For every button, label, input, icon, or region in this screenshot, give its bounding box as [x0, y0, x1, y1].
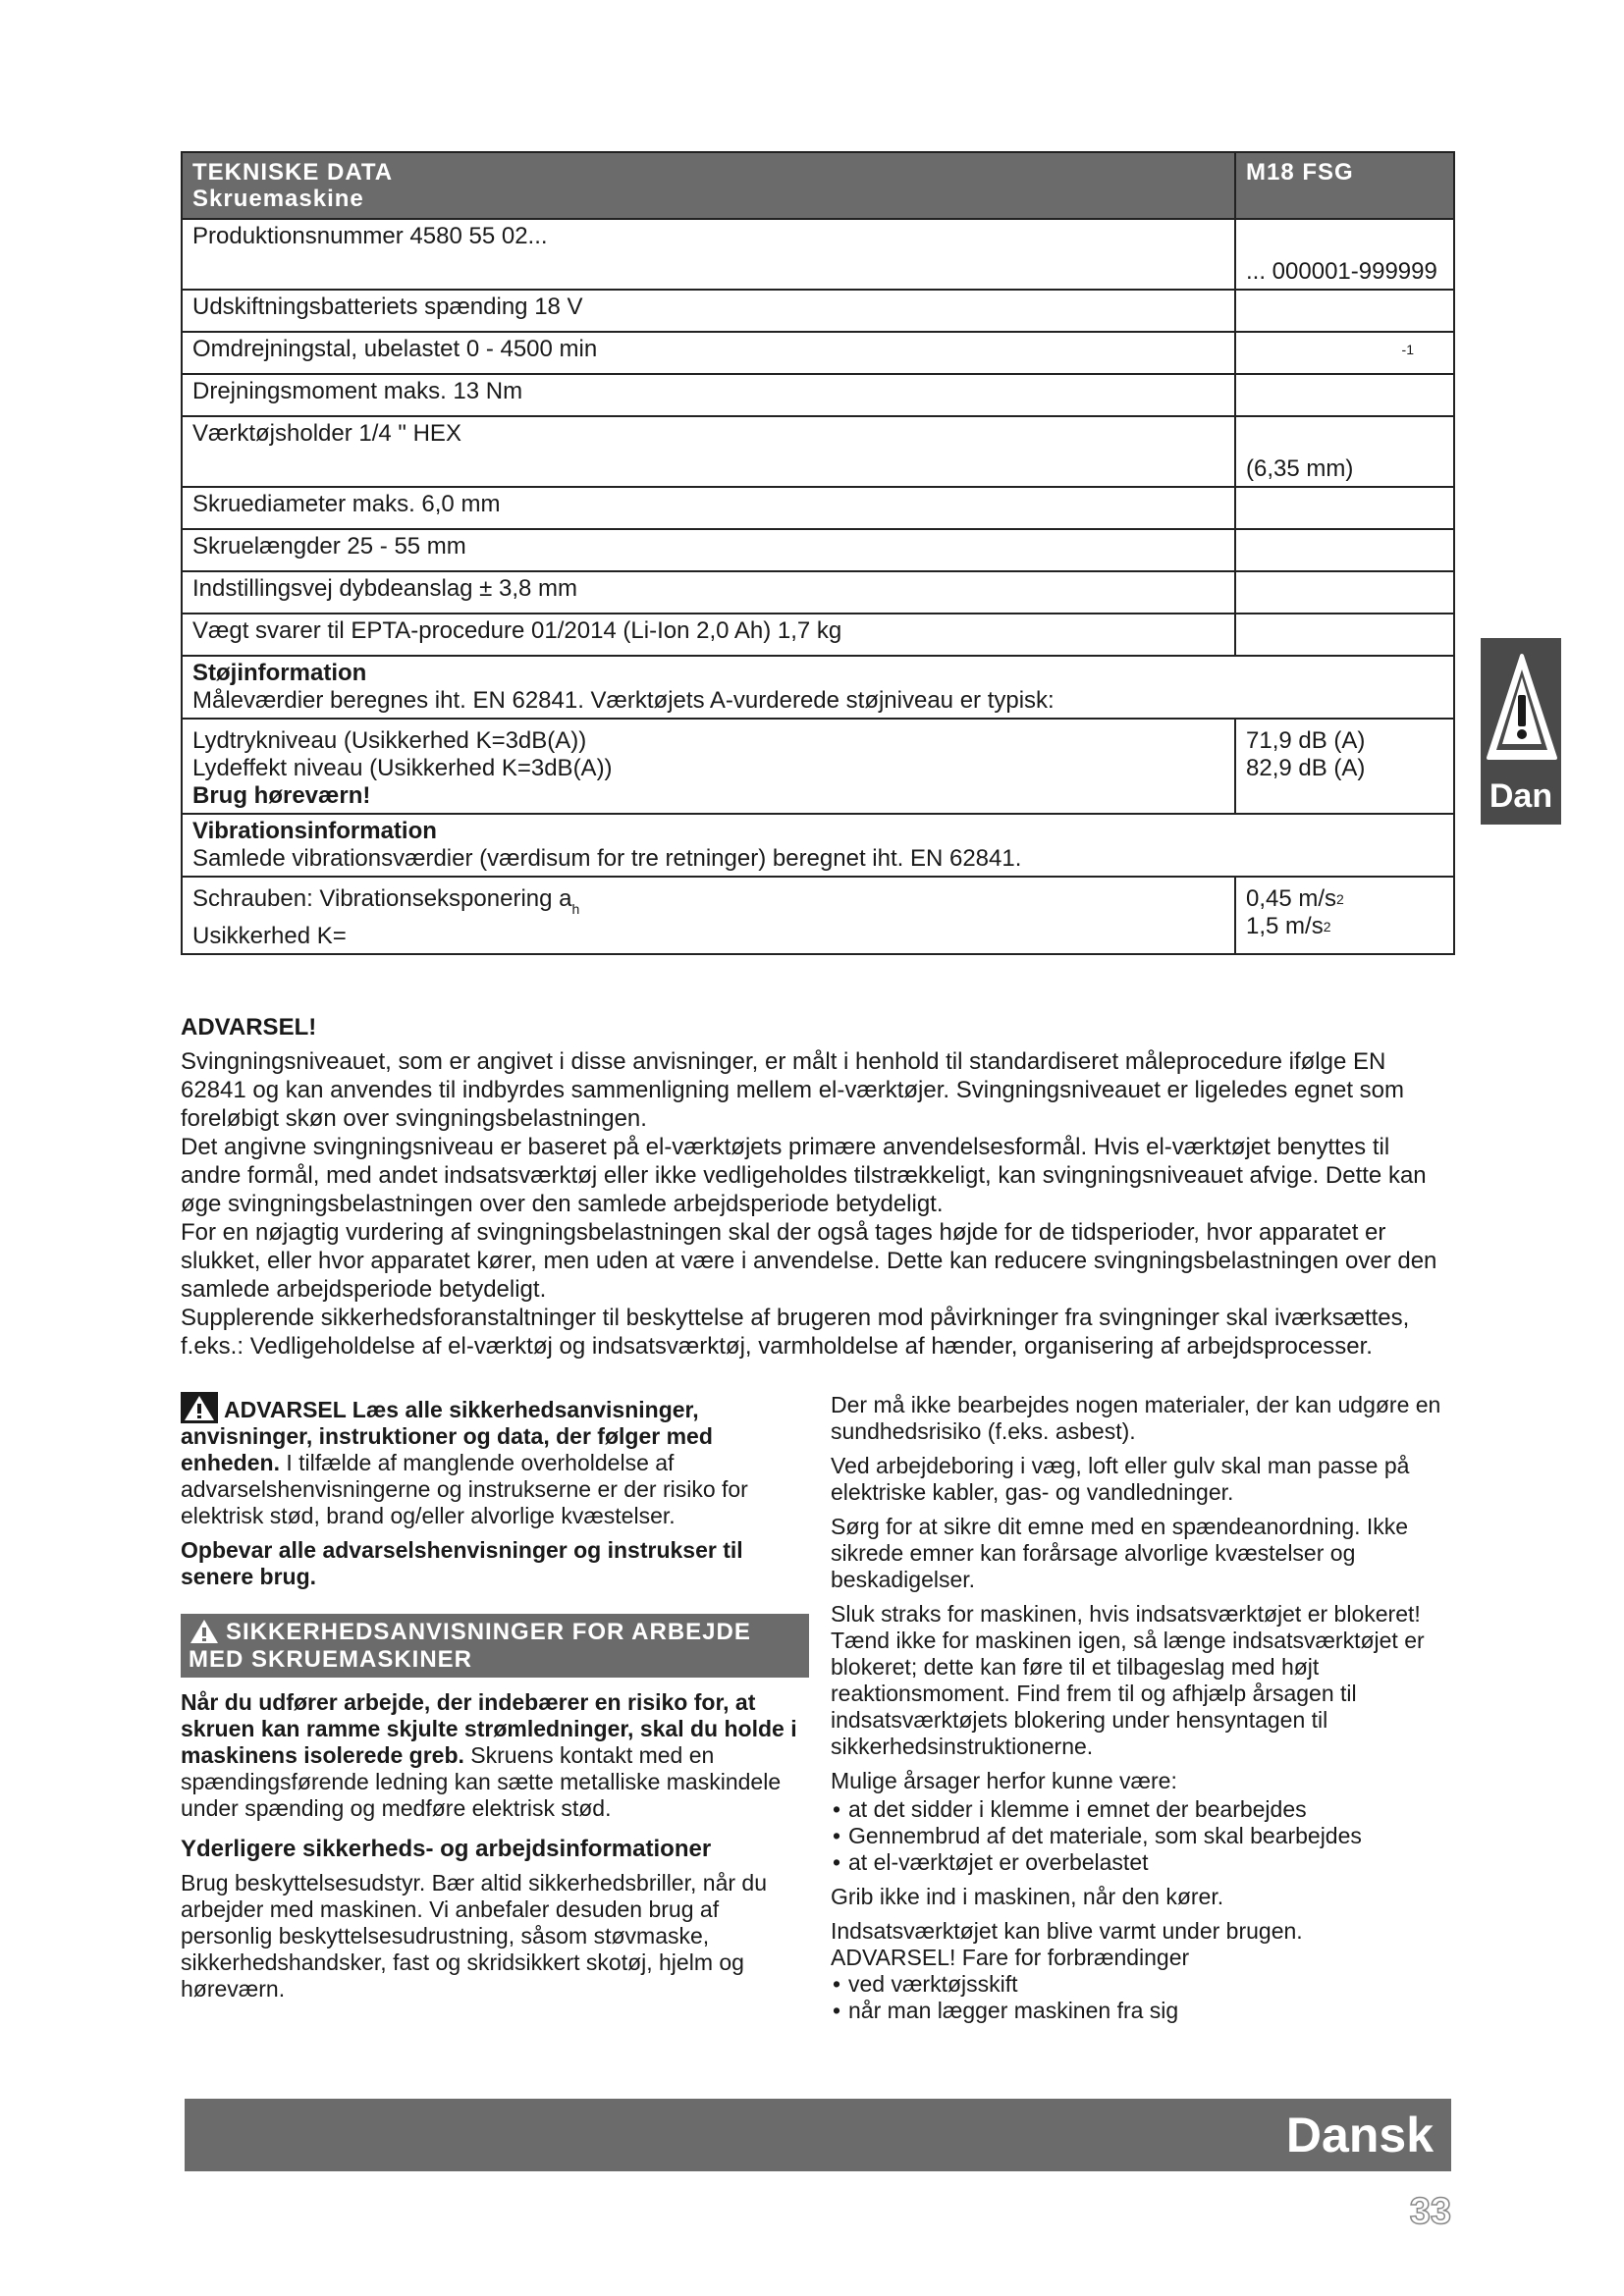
- row-label: Drejningsmoment maks. 13 Nm: [182, 374, 1235, 416]
- warning-icon: [189, 1618, 220, 1645]
- noise-value-2: 82,9 dB (A): [1246, 755, 1366, 781]
- table-row: [182, 219, 1454, 290]
- row-label: Skruediameter maks. 6,0 mm: [182, 487, 1235, 529]
- warning-triangle-icon: [1485, 648, 1559, 766]
- vibration-value-2: 1,5 m/s: [1246, 913, 1324, 939]
- advarsel-title: ADVARSEL!: [181, 1014, 317, 1041]
- table-row: [182, 332, 1454, 374]
- table-row: [182, 529, 1454, 571]
- row-value: [1235, 290, 1454, 332]
- list-item: • når man lægger maskinen fra sig: [831, 1998, 1459, 2024]
- table-subtitle: Skruemaskine: [192, 186, 364, 212]
- row-value: [1235, 529, 1454, 571]
- warning-icon: [181, 1392, 218, 1423]
- row-value: (6,35 mm): [1235, 416, 1454, 487]
- burn-list: [831, 1971, 1459, 2024]
- table-row: [182, 416, 1454, 487]
- footer-language: Dansk: [1285, 2108, 1434, 2163]
- list-item: • at el-værktøjet er overbelastet: [831, 1849, 1459, 1876]
- advarsel-paragraph: For en nøjagtig vurdering af svingningsbelastningen skal der også tages højde for de tidsperioder, hvor apparatet er slukket, eller hvor apparatet kører, men uden at være i anvendelse. Dette kan reducere svingningsbelastningen over den samlede arbejdsperiode betydeligt.: [181, 1219, 1437, 1303]
- side-tab-label: Dan: [1489, 777, 1553, 815]
- left-column: [181, 1392, 809, 2010]
- paragraph: ADVARSEL! Fare for forbrændinger: [831, 1945, 1190, 1970]
- table-row: [182, 290, 1454, 332]
- protection-paragraph: Brug beskyttelsesudstyr. Bær altid sikkerhedsbriller, når du arbejder med maskinen. Vi anbefaler desuden brug af personlig beskyttelsesudrustning, såsom støvmaske, sikkerhedshandsker, fast og skridsikkert skotøj, hjelm og høreværn.: [181, 1870, 767, 2002]
- table-row: [182, 374, 1454, 416]
- table-header-row: [182, 152, 1454, 219]
- screw-safety-bold: Når du udfører arbejde, der indebærer en risiko for, at skruen kan ramme skjulte strømledninger, skal du holde i maskinens isolerede greb.: [181, 1689, 797, 1768]
- row-label: Vægt svarer til EPTA-procedure 01/2014 (Li-Ion 2,0 Ah) 1,7 kg: [182, 614, 1235, 656]
- list-item: • at det sidder i klemme i emnet der bearbejdes: [831, 1796, 1459, 1823]
- advarsel-paragraph: Det angivne svingningsniveau er baseret på el-værktøjets primære anvendelsesformål. Hvis el-værktøjet benyttes til andre formål, med andet indsatsværktøj eller ikke vedligeholdes tilstrækkeligt, kan svingningsniveauet afvige. Dette kan øge svingningsbelastningen over den samlede arbejdsperiode betydeligt.: [181, 1134, 1427, 1217]
- right-column: [831, 1392, 1459, 2032]
- noise-desc: Måleværdier beregnes iht. EN 62841. Værktøjets A-vurderede støjniveau er typisk:: [192, 687, 1055, 714]
- paragraph: Sørg for at sikre dit emne med en spændeanordning. Ikke sikrede emner kan forårsage alvorlige kvæstelser og beskadigelser.: [831, 1514, 1409, 1592]
- unit-sup: 2: [1336, 891, 1344, 907]
- vibration-value-1: 0,45 m/s: [1246, 885, 1337, 912]
- keep-instructions: Opbevar alle advarselshenvisninger og instrukser til senere brug.: [181, 1537, 743, 1589]
- paragraph: Indsatsværktøjet kan blive varmt under brugen.: [831, 1918, 1303, 1944]
- paragraph: Der må ikke bearbejdes nogen materialer, der kan udgøre en sundhedsrisiko (f.eks. asbest).: [831, 1392, 1441, 1444]
- row-value: ... 000001-999999: [1235, 219, 1454, 290]
- screw-safety-text: Skruens kontakt med en spændingsførende ledning kan sætte metalliske maskindele under spænding og medføre elektrisk stød.: [181, 1742, 782, 1821]
- table-row: [182, 614, 1454, 656]
- vibration-line-1: Schrauben: Vibrationseksponering a: [192, 885, 572, 912]
- vibration-title: Vibrationsinformation: [192, 818, 437, 844]
- causes-list: [831, 1796, 1459, 1876]
- vibration-desc: Samlede vibrationsværdier (værdisum for tre retninger) beregnet iht. EN 62841.: [192, 845, 1022, 872]
- row-value: [1235, 374, 1454, 416]
- row-label: Omdrejningstal, ubelastet 0 - 4500 min: [182, 332, 1235, 374]
- row-label: Skruelængder 25 - 55 mm: [182, 529, 1235, 571]
- row-label: Produktionsnummer 4580 55 02...: [182, 219, 1235, 290]
- technical-data-table: [181, 151, 1455, 955]
- row-value: -1: [1401, 342, 1414, 357]
- table-row: [182, 571, 1454, 614]
- noise-note: Brug høreværn!: [192, 782, 371, 809]
- row-label: Værktøjsholder 1/4 " HEX: [182, 416, 1235, 487]
- page-number: 33: [1409, 2191, 1451, 2232]
- row-value: [1235, 614, 1454, 656]
- noise-line-2: Lydeffekt niveau (Usikkerhed K=3dB(A)): [192, 755, 613, 781]
- advarsel-paragraph: Svingningsniveauet, som er angivet i disse anvisninger, er målt i henhold til standardiseret måleprocedure ifølge EN 62841 og kan anvendes til indbyrdes sammenligning mellem el-værktøjer. Svingningsniveauet er ligeledes egnet som foreløbigt skøn over svingningsbelastningen.: [181, 1048, 1405, 1132]
- noise-section: [182, 656, 1454, 719]
- safety-band-heading: [181, 1614, 809, 1678]
- noise-line-1: Lydtrykniveau (Usikkerhed K=3dB(A)): [192, 727, 587, 754]
- row-label: Indstillingsvej dybdeanslag ± 3,8 mm: [182, 571, 1235, 614]
- noise-value-1: 71,9 dB (A): [1246, 727, 1366, 754]
- noise-values-row: [182, 719, 1454, 814]
- safety-band-title: SIKKERHEDSANVISNINGER FOR ARBEJDE MED SKRUEMASKINER: [189, 1619, 751, 1673]
- vibration-warning-block: [181, 1013, 1455, 1361]
- general-warning-text: I tilfælde af manglende overholdelse af advarselshenvisningerne og instrukserne er der risiko for elektrisk stød, brand og/eller alvorlige kvæstelser.: [181, 1450, 748, 1528]
- table-title: TEKNISKE DATA: [192, 159, 394, 186]
- paragraph: Sluk straks for maskinen, hvis indsatsværktøjet er blokeret! Tænd ikke for maskinen igen, så længe indsatsværktøjet er blokeret; dette kan føre til et tilbageslag med højt reaktionsmoment. Find frem til og afhjælp årsagen til indsatsværktøjets blokering under hensyntagen til sikkerhedsinstruktionerne.: [831, 1601, 1425, 1759]
- paragraph: Ved arbejdeboring i væg, loft eller gulv skal man passe på elektriske kabler, gas- og vandledninger.: [831, 1453, 1410, 1505]
- row-value: [1235, 487, 1454, 529]
- additional-info-heading: Yderligere sikkerheds- og arbejdsinformationer: [181, 1836, 712, 1862]
- general-warning-bold: ADVARSEL Læs alle sikkerhedsanvisninger, anvisninger, instruktioner og data, der følger med enheden.: [181, 1397, 713, 1475]
- list-item: • Gennembrud af det materiale, som skal bearbejdes: [831, 1823, 1459, 1849]
- vibration-line-2: Usikkerhed K=: [192, 923, 347, 949]
- advarsel-paragraph: Supplerende sikkerhedsforanstaltninger til beskyttelse af brugeren mod påvirkninger fra svingninger skal iværksættes, f.eks.: Vedligeholdelse af el-værktøj og indsatsværktøj, varmholdelse af hænder, organisering af arbejdsprocesser.: [181, 1305, 1410, 1360]
- paragraph: Grib ikke ind i maskinen, når den kører.: [831, 1884, 1224, 1909]
- unit-sup: 2: [1323, 919, 1331, 934]
- vibration-values-row: [182, 877, 1454, 954]
- row-value: [1235, 571, 1454, 614]
- noise-title: Støjinformation: [192, 660, 367, 686]
- row-label: Udskiftningsbatteriets spænding 18 V: [182, 290, 1235, 332]
- model-name: M18 FSG: [1235, 152, 1454, 219]
- table-row: [182, 487, 1454, 529]
- list-item: • ved værktøjsskift: [831, 1971, 1459, 1998]
- paragraph: Mulige årsager herfor kunne være:: [831, 1768, 1177, 1793]
- vibration-section: [182, 814, 1454, 877]
- vibration-line-1-sub: h: [571, 901, 580, 917]
